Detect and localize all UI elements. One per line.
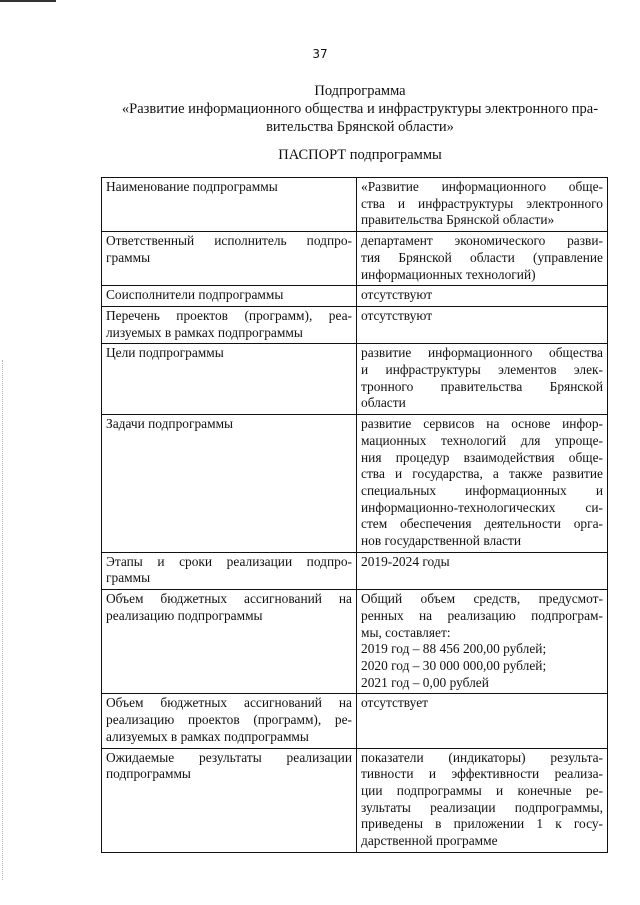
table-row bbox=[102, 415, 608, 553]
cell-line: департамент экономического разви- bbox=[361, 233, 603, 249]
row-value bbox=[357, 552, 608, 589]
cell-line: и инфраструктуры элементов элек- bbox=[361, 362, 603, 378]
row-value bbox=[357, 590, 608, 694]
table-row bbox=[102, 178, 608, 232]
table-row bbox=[102, 590, 608, 694]
subprogram-heading bbox=[90, 82, 630, 136]
cell-line: 2020 год – 30 000 000,00 рублей; bbox=[361, 657, 547, 673]
row-value bbox=[357, 306, 608, 343]
cell-line: Общий объем средств, предусмот- bbox=[361, 591, 603, 607]
cell-line: развитие информационного общества bbox=[361, 345, 603, 361]
row-label bbox=[102, 694, 357, 748]
cell-line: реализацию проектов (программ), ре- bbox=[106, 712, 352, 728]
cell-line: развитие сервисов на основе инфор- bbox=[361, 416, 603, 432]
row-label bbox=[102, 232, 357, 286]
cell-line: отсутствуют bbox=[361, 307, 433, 323]
table-row bbox=[102, 344, 608, 415]
cell-line: Объем бюджетных ассигнований на bbox=[106, 695, 352, 711]
cell-line: тия Брянской области (управление bbox=[361, 249, 603, 265]
cell-line: Перечень проектов (программ), реа- bbox=[106, 307, 352, 323]
cell-line: дарственной программе bbox=[361, 833, 498, 849]
cell-line: Ожидаемые результаты реализации bbox=[106, 749, 352, 765]
row-label bbox=[102, 552, 357, 589]
row-label bbox=[102, 178, 357, 232]
cell-line: граммы bbox=[106, 570, 151, 586]
page-number: 37 bbox=[312, 47, 328, 61]
row-label bbox=[102, 415, 357, 553]
cell-line: правительства Брянской области» bbox=[361, 212, 555, 228]
row-label bbox=[102, 306, 357, 343]
cell-line: 2021 год – 0,00 рублей bbox=[361, 674, 489, 690]
cell-line: области bbox=[361, 395, 406, 411]
row-value bbox=[357, 286, 608, 307]
row-value bbox=[357, 748, 608, 852]
cell-line: граммы bbox=[106, 249, 151, 265]
cell-line: мы, составляет: bbox=[361, 624, 451, 640]
cell-line: Этапы и сроки реализации подпро- bbox=[106, 553, 352, 569]
passport-title: ПАСПОРТ подпрограммы bbox=[278, 147, 442, 163]
cell-line: информационных технологий) bbox=[361, 266, 536, 282]
row-label bbox=[102, 286, 357, 307]
row-value bbox=[357, 178, 608, 232]
cell-line: зультаты реализации подпрограммы, bbox=[361, 799, 603, 815]
cell-line: тронного правительства Брянской bbox=[361, 378, 603, 394]
cell-line: 2019 год – 88 456 200,00 рублей; bbox=[361, 641, 547, 657]
row-label bbox=[102, 590, 357, 694]
cell-line: отсутствуют bbox=[361, 287, 433, 303]
passport-table bbox=[101, 177, 608, 853]
cell-line: приведены в приложении 1 к госу- bbox=[361, 816, 603, 832]
cell-line: нов государственной власти bbox=[361, 533, 522, 549]
cell-line: Ответственный исполнитель подпро- bbox=[106, 233, 352, 249]
cell-line: ции подпрограммы и конечные ре- bbox=[361, 782, 603, 798]
cell-line: подпрограммы bbox=[106, 766, 191, 782]
cell-line: Наименование подпрограммы bbox=[106, 179, 278, 194]
heading-line-1: Подпрограмма bbox=[314, 83, 406, 99]
table-row bbox=[102, 232, 608, 286]
cell-line: ства и государства, а также развитие bbox=[361, 466, 603, 482]
top-edge-rule bbox=[0, 0, 56, 2]
cell-line: показатели (индикаторы) результа- bbox=[361, 749, 603, 765]
cell-line: реализацию подпрограммы bbox=[106, 607, 263, 623]
cell-line: отсутствует bbox=[361, 695, 428, 711]
cell-line: ства и инфраструктуры электронного bbox=[361, 195, 603, 211]
table-row bbox=[102, 286, 608, 307]
row-value bbox=[357, 694, 608, 748]
scan-margin-artifact bbox=[2, 360, 5, 880]
cell-line: стем обеспечения деятельности орга- bbox=[361, 516, 603, 532]
row-value bbox=[357, 415, 608, 553]
cell-line: ренных на реализацию подпрограм- bbox=[361, 607, 603, 623]
cell-line: Объем бюджетных ассигнований на bbox=[106, 591, 352, 607]
cell-line: 2019-2024 годы bbox=[361, 553, 450, 569]
heading-line-2: «Развитие информационного общества и инфраструктуры электронного пра- bbox=[121, 101, 599, 117]
table-row bbox=[102, 552, 608, 589]
cell-line: Цели подпрограммы bbox=[106, 345, 224, 361]
row-value bbox=[357, 232, 608, 286]
cell-line: ния процедур взаимодействия обще- bbox=[361, 449, 603, 465]
cell-line: Задачи подпрограммы bbox=[106, 416, 234, 432]
heading-line-3: вительства Брянской области» bbox=[266, 119, 454, 135]
cell-line: ализуемых в рамках подпрограммы bbox=[106, 728, 309, 744]
row-label bbox=[102, 344, 357, 415]
table-row bbox=[102, 306, 608, 343]
table-row bbox=[102, 694, 608, 748]
cell-line: «Развитие информационного обще- bbox=[361, 179, 603, 194]
row-label bbox=[102, 748, 357, 852]
cell-line: специальных информационных и bbox=[361, 482, 603, 498]
cell-line: информационно-технологических си- bbox=[361, 499, 603, 515]
row-value bbox=[357, 344, 608, 415]
table-row bbox=[102, 748, 608, 852]
cell-line: лизуемых в рамках подпрограммы bbox=[106, 324, 303, 340]
cell-line: мационных технологий для упроще- bbox=[361, 432, 603, 448]
cell-line: тивности и эффективности реализа- bbox=[361, 766, 603, 782]
cell-line: Соисполнители подпрограммы bbox=[106, 287, 284, 303]
